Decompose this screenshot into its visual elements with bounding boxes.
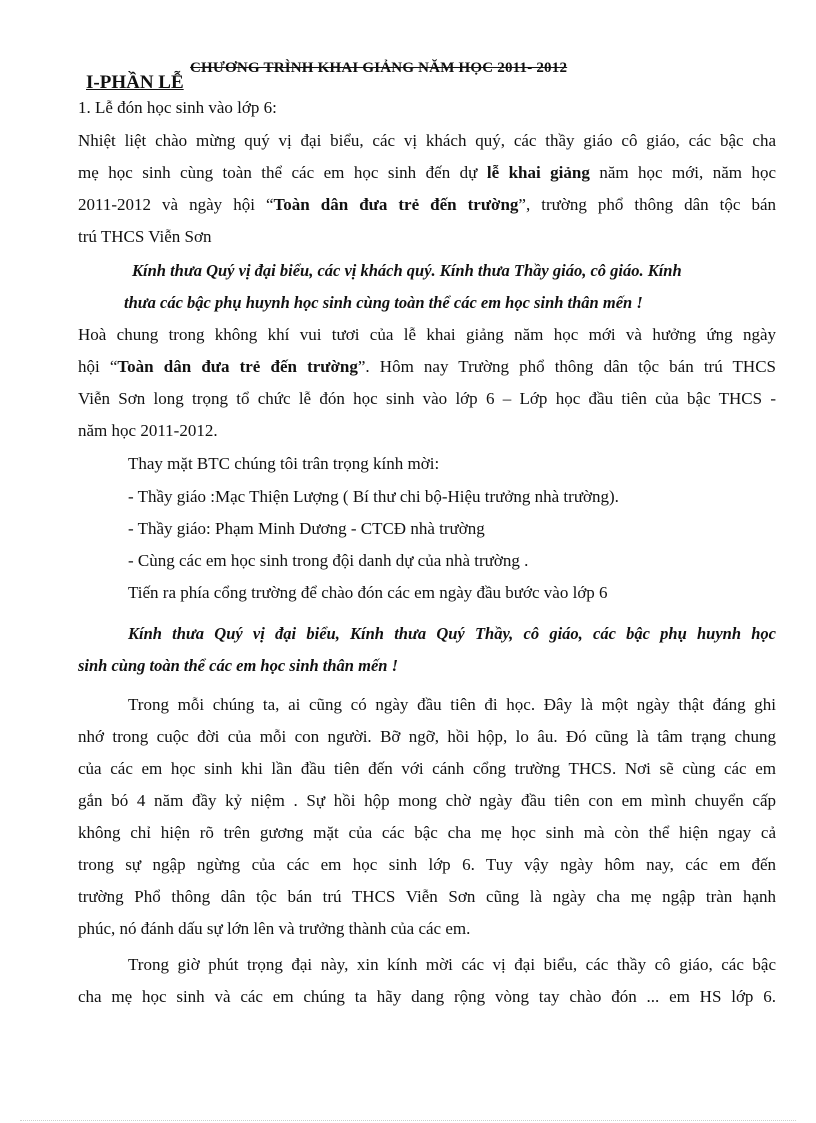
paragraph-line: của các em học sinh khi lần đầu tiên đến với cánh cổng trường THCS. Nơi sẽ cùng các em [78, 759, 776, 778]
section-heading: I-PHẦN LỄ [86, 72, 184, 93]
paragraph-line: nhớ trong cuộc đời của mỗi con người. Bỡ ngỡ, hồi hộp, lo âu. Đó cũng là tâm trạng chung [78, 727, 776, 746]
invite-item: - Thầy giáo :Mạc Thiện Lượng ( Bí thư chi bộ-Hiệu trưởng nhà trường). [128, 487, 619, 506]
paragraph-line: Hoà chung trong không khí vui tươi của lễ khai giảng năm học mới và hưởng ứng ngày [78, 325, 776, 344]
text-run: ”, trường phổ thông dân tộc bán [518, 195, 777, 214]
paragraph-line: Trong giờ phút trọng đại này, xin kính mời các vị đại biểu, các thầy cô giáo, các bậc [128, 955, 776, 974]
text-run: năm học mới, năm học [589, 163, 776, 182]
paragraph-line: phúc, nó đánh dấu sự lớn lên và trưởng thành của các em. [78, 919, 471, 938]
greeting-line: Kính thưa Quý vị đại biểu, các vị khách quý. Kính thưa Thầy giáo, cô giáo. Kính [132, 261, 682, 280]
paragraph-line [78, 194, 776, 216]
paragraph-line: trú THCS Viễn Sơn [78, 227, 212, 246]
text-run: ”. Hôm nay Trường phổ thông dân tộc bán trú THCS [357, 357, 776, 376]
bold-text: Toàn dân đưa trẻ đến trường [117, 357, 358, 376]
paragraph-line: Nhiệt liệt chào mừng quý vị đại biểu, các vị khách quý, các thầy giáo cô giáo, các bậc cha [78, 131, 776, 150]
paragraph-line: năm học 2011-2012. [78, 421, 218, 440]
paragraph-line [78, 356, 776, 378]
document-title: CHƯƠNG TRÌNH KHAI GIẢNG NĂM HỌC 2011- 2012 [190, 60, 568, 76]
paragraph-line: Trong mỗi chúng ta, ai cũng có ngày đầu tiên đi học. Đây là một ngày thật đáng ghi [128, 695, 776, 714]
paragraph-line: trường Phổ thông dân tộc bán trú THCS Viễn Sơn cũng là ngày cha mẹ ngập tràn hạnh [78, 887, 776, 906]
paragraph-line: Viễn Sơn long trọng tổ chức lễ đón học sinh vào lớp 6 – Lớp học đầu tiên của bậc THCS - [78, 389, 776, 408]
item-heading: 1. Lễ đón học sinh vào lớp 6: [78, 98, 277, 117]
paragraph-line: trong sự ngập ngừng của các em học sinh lớp 6. Tuy vậy ngày hôm nay, các em đến [78, 855, 776, 874]
text-run: mẹ học sinh cùng toàn thể các em học sinh đến dự [78, 163, 487, 182]
paragraph-line [78, 162, 776, 184]
greeting-line: sinh cùng toàn thể các em học sinh thân mến ! [78, 656, 398, 675]
invite-item: - Thầy giáo: Phạm Minh Dương - CTCĐ nhà trường [128, 519, 485, 538]
paragraph-line: cha mẹ học sinh và các em chúng ta hãy dang rộng vòng tay chào đón ... em HS lớp 6. [78, 987, 776, 1006]
greeting-line: Kính thưa Quý vị đại biểu, Kính thưa Quý Thầy, cô giáo, các bậc phụ huynh học [128, 624, 776, 643]
bold-text: lễ khai giảng [486, 163, 590, 182]
invite-item: Tiến ra phía cổng trường để chào đón các em ngày đầu bước vào lớp 6 [128, 583, 608, 602]
text-run: hội “ [78, 357, 118, 376]
paragraph-line: không chỉ hiện rõ trên gương mặt của các bậc cha mẹ học sinh mà còn thể hiện ngay cả [78, 823, 776, 842]
bold-text: Toàn dân đưa trẻ đến trường [273, 195, 519, 214]
greeting-line: thưa các bậc phụ huynh học sinh cùng toàn thể các em học sinh thân mến ! [124, 293, 643, 312]
page-bottom-divider [20, 1120, 796, 1121]
invite-intro: Thay mặt BTC chúng tôi trân trọng kính mời: [128, 454, 440, 473]
paragraph-line: gắn bó 4 năm đầy kỷ niệm . Sự hồi hộp mong chờ ngày đầu tiên con em mình chuyển cấp [78, 791, 776, 810]
invite-item: - Cùng các em học sinh trong đội danh dự của nhà trường . [128, 551, 529, 570]
text-run: 2011-2012 và ngày hội “ [78, 195, 274, 214]
